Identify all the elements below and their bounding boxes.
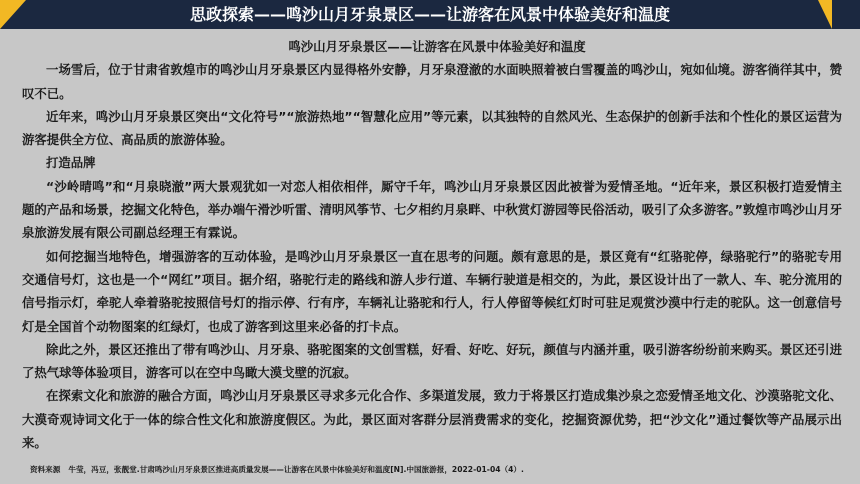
header-accent-right	[818, 0, 832, 29]
article-paragraph: “沙岭晴鸣”和“月泉晓澈”两大景观犹如一对恋人相依相伴，厮守千年，鸣沙山月牙泉景区因此被誉为爱情圣地。“近年来，景区积极打造爱情主题的产品和场景，挖掘文化特色，举办端午滑沙听雷、清明风筝节、七夕相约月泉畔、中秋赏灯游园等民俗活动，吸引了众多游客。”敦煌市鸣沙山月牙泉旅游发展有限公司副总经理王有霖说。	[22, 178, 842, 241]
article-title: 鸣沙山月牙泉景区——让游客在风景中体验美好和温度	[288, 39, 586, 54]
header-end-cap	[840, 0, 860, 29]
source-citation	[30, 464, 830, 476]
article-paragraph: 如何挖掘当地特色，增强游客的互动体验，是鸣沙山月牙泉景区一直在思考的问题。颇有意思的是，景区竟有“红骆驼停，绿骆驼行”的骆驼专用交通信号灯，这也是一个“网红”项目。据介绍，骆驼行走的路线和游人步行道、车辆行驶道是相交的，为此，景区设计出了一款人、车、驼分流用的信号指示灯，牵驼人牵着骆驼按照信号灯的指示停、行有序，车辆礼让骆驼和行人，行人停留等候红灯时可驻足观赏沙漠中行走的驼队。这一创意信号灯是全国首个动物图案的红绿灯，也成了游客到这里来必备的打卡点。	[22, 248, 842, 334]
article-paragraph: 在探索文化和旅游的融合方面，鸣沙山月牙泉景区寻求多元化合作、多渠道发展，致力于将景区打造成集沙泉之恋爱情圣地文化、沙漠骆驼文化、大漠奇观诗词文化于一体的综合性文化和旅游度假区。为此，景区面对客群分层消费需求的变化，挖掘资源优势，把“沙文化”通过餐饮等产品展示出来。	[22, 388, 842, 451]
source-text: 牛莹，冯豆，张靓堂.甘肃鸣沙山月牙泉景区推进高质量发展——让游客在风景中体验美好和温度[N].中国旅游报，2022-01-04（4）.	[68, 465, 524, 474]
article-section-heading: 打造品牌	[46, 155, 96, 171]
article-body	[22, 35, 842, 454]
source-label: 资料来源	[30, 465, 61, 474]
article-paragraph: 一场雪后，位于甘肃省敦煌市的鸣沙山月牙泉景区内显得格外安静，月牙泉澄澈的水面映照着被白雪覆盖的鸣沙山，宛如仙境。游客徜徉其中，赞叹不已。	[22, 62, 842, 101]
article-paragraph: 除此之外，景区还推出了带有鸣沙山、月牙泉、骆驼图案的文创雪糕，好看、好吃、好玩，颜值与内涵并重，吸引游客纷纷前来购买。景区还引进了热气球等体验项目，游客可以在空中鸟瞰大漠戈壁的沉寂。	[22, 341, 842, 381]
header-accent-left	[0, 0, 26, 29]
article-paragraph: 近年来，鸣沙山月牙泉景区突出“文化符号”“旅游热地”“智慧化应用”等元素，以其独特的自然风光、生态保护的创新手法和个性化的景区运营为游客提供全方位、高品质的旅游体验。	[22, 108, 842, 148]
header-title: 思政探索——鸣沙山月牙泉景区——让游客在风景中体验美好和温度	[189, 5, 670, 24]
